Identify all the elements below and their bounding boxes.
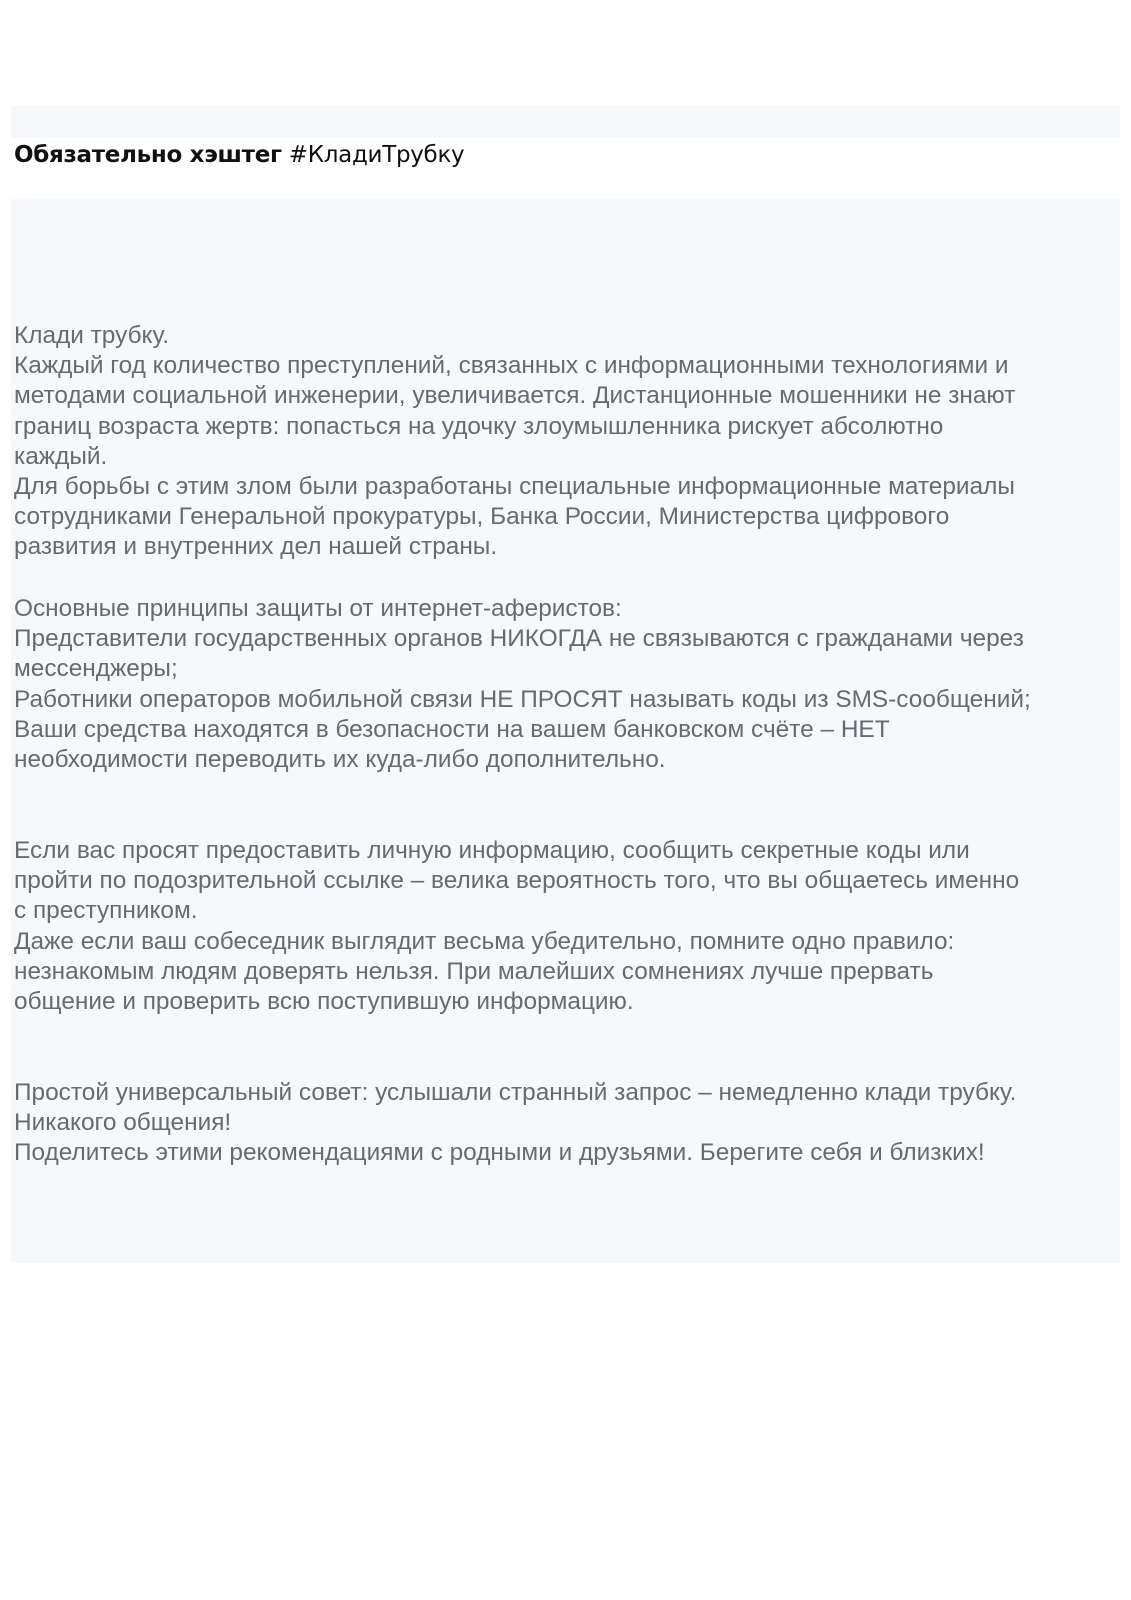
hashtag-heading-bold: Обязательно хэштег	[14, 142, 282, 168]
text-line: сотрудниками Генеральной прокуратуры, Банка России, Министерства цифрового	[14, 503, 950, 531]
text-line: необходимости переводить их куда-либо дополнительно.	[14, 746, 666, 774]
text-line: Поделитесь этими рекомендациями с родными и друзьями. Берегите себя и близких!	[14, 1139, 985, 1167]
text-line: Простой универсальный совет: услышали странный запрос – немедленно клади трубку.	[14, 1079, 1017, 1106]
text-line: мессенджеры;	[14, 655, 178, 683]
text-line: Представители государственных органов НИКОГДА не связываются с гражданами через	[14, 625, 1024, 653]
text-line: Ваши средства находятся в безопасности на вашем банковском счёте – НЕТ	[14, 715, 890, 743]
text-line: Основные принципы защиты от интернет-аферистов:	[14, 595, 622, 622]
text-line: Если вас просят предоставить личную информацию, сообщить секретные коды или	[14, 837, 970, 864]
text-line: Каждый год количество преступлений, связанных с информационными технологиями и	[14, 352, 1009, 380]
paragraph-advice	[14, 1078, 1124, 1169]
text-line: Клади трубку.	[14, 322, 170, 349]
text-line: незнакомым людям доверять нельзя. При малейших сомнениях лучше прервать	[14, 957, 934, 985]
text-line: с преступником.	[14, 897, 198, 925]
top-band	[11, 106, 1120, 138]
text-line: каждый.	[14, 442, 108, 470]
text-line: общение и проверить всю поступившую информацию.	[14, 988, 634, 1016]
text-line: Работники операторов мобильной связи НЕ ПРОСЯТ называть коды из SMS-сообщений;	[14, 685, 1031, 713]
hashtag-tag: #КладиТрубку	[288, 142, 465, 168]
text-line: пройти по подозрительной ссылке – велика вероятность того, что вы общаетесь именно	[14, 867, 1020, 895]
hashtag-heading	[14, 142, 464, 168]
text-line: развития и внутренних дел нашей страны.	[14, 533, 498, 561]
text-line: Никакого общения!	[14, 1109, 232, 1137]
paragraph-intro	[14, 321, 1124, 563]
text-line: Даже если ваш собеседник выглядит весьма убедительно, помните одно правило:	[14, 927, 955, 955]
paragraph-warning	[14, 836, 1124, 1017]
text-line: методами социальной инженерии, увеличивается. Дистанционные мошенники не знают	[14, 382, 1016, 410]
text-line: Для борьбы с этим злом были разработаны специальные информационные материалы	[14, 473, 1015, 501]
text-line: границ возраста жертв: попасться на удочку злоумышленника рискует абсолютно	[14, 412, 944, 440]
paragraph-principles	[14, 594, 1124, 775]
